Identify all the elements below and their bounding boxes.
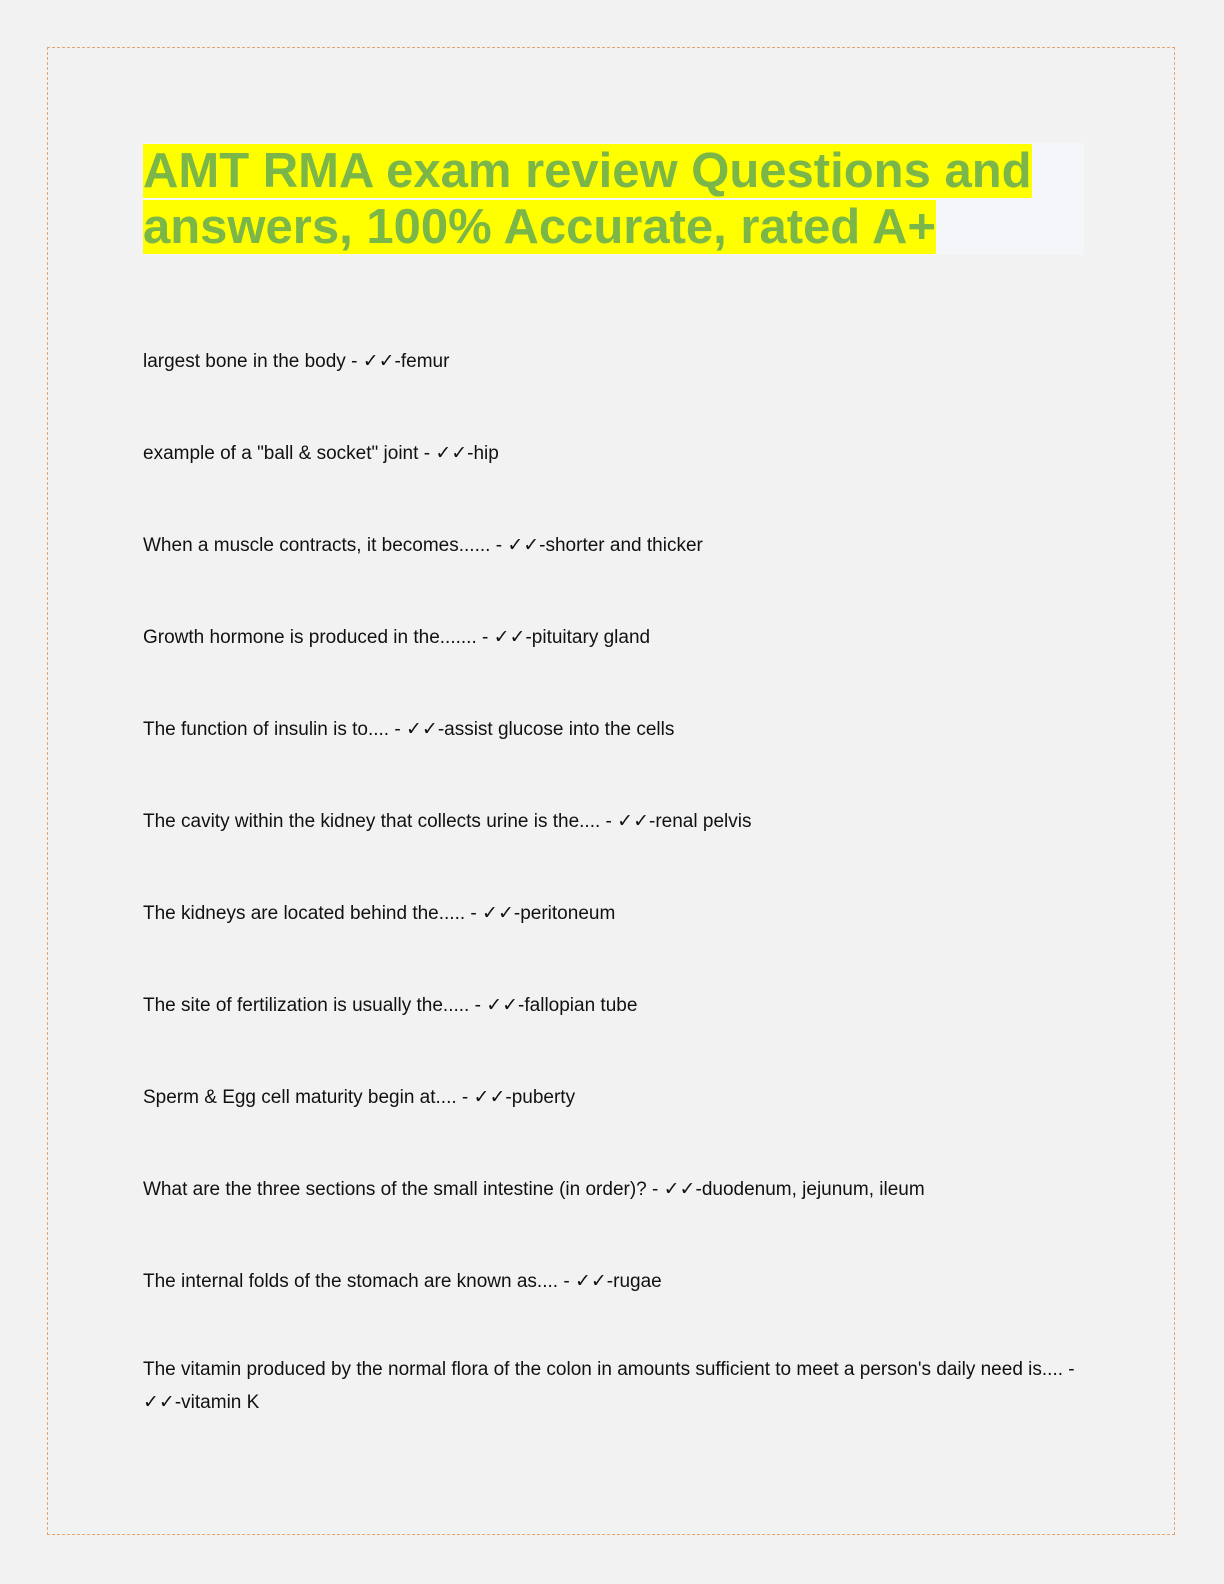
answer-text: peritoneum (520, 903, 616, 924)
question-text: largest bone in the body (143, 351, 346, 372)
separator: - (469, 995, 487, 1016)
double-check-icon: ✓✓ (405, 718, 438, 740)
answer-prefix: - (505, 1087, 512, 1108)
answer-text: vitamin K (181, 1392, 260, 1413)
page-title (143, 143, 1084, 255)
question-text: The site of fertilization is usually the..... (143, 995, 470, 1016)
answer-text: renal pelvis (655, 811, 752, 832)
page-border (47, 47, 1175, 1535)
question-text: Sperm & Egg cell maturity begin at.... (143, 1087, 457, 1108)
separator: - (345, 351, 363, 372)
page-title-text: AMT RMA exam review Questions and answers, 100% Accurate, rated A+ (143, 144, 1032, 254)
qa-item (143, 437, 1083, 470)
separator: - (1063, 1359, 1075, 1380)
double-check-icon: ✓✓ (143, 1391, 175, 1413)
question-text: The function of insulin is to.... (143, 719, 390, 740)
answer-text: hip (473, 443, 499, 464)
separator: - (389, 719, 406, 740)
double-check-icon: ✓✓ (574, 1270, 607, 1292)
double-check-icon: ✓✓ (493, 626, 526, 648)
question-text: When a muscle contracts, it becomes...... (143, 535, 491, 556)
answer-prefix: - (606, 1271, 614, 1292)
double-check-icon: ✓✓ (482, 902, 514, 924)
answer-prefix: - (174, 1392, 182, 1413)
question-text: The internal folds of the stomach are known as.... (143, 1271, 559, 1292)
answer-prefix: - (467, 443, 474, 464)
qa-item (143, 897, 1083, 930)
answer-prefix: - (695, 1179, 702, 1200)
separator: - (600, 811, 618, 832)
answer-text: pituitary gland (531, 627, 651, 648)
answer-text: assist glucose into the cells (444, 719, 675, 740)
qa-item (143, 1081, 1083, 1114)
answer-prefix: - (539, 535, 546, 556)
answer-text: puberty (511, 1087, 576, 1108)
double-check-icon: ✓✓ (486, 994, 519, 1016)
qa-item (143, 805, 1083, 838)
qa-item (143, 1354, 1083, 1419)
answer-text: rugae (613, 1271, 662, 1292)
answer-prefix: - (437, 719, 445, 740)
question-text: The kidneys are located behind the..... (143, 903, 466, 924)
separator: - (476, 627, 494, 648)
qa-item (143, 529, 1083, 562)
answer-text: shorter and thicker (545, 535, 703, 556)
qa-item (143, 1173, 1083, 1206)
double-check-icon: ✓✓ (473, 1086, 506, 1108)
qa-item (143, 621, 1083, 654)
answer-text: duodenum, jejunum, ileum (701, 1179, 925, 1200)
separator: - (465, 903, 483, 924)
separator: - (418, 443, 436, 464)
question-text: example of a "ball & socket" joint (143, 443, 419, 464)
answer-prefix: - (513, 903, 521, 924)
double-check-icon: ✓✓ (507, 534, 540, 556)
qa-item (143, 713, 1083, 746)
separator: - (646, 1179, 664, 1200)
separator: - (558, 1271, 575, 1292)
answer-prefix: - (525, 627, 532, 648)
separator: - (490, 535, 508, 556)
separator: - (456, 1087, 474, 1108)
question-text: What are the three sections of the small intestine (in order)? (143, 1179, 647, 1200)
answer-prefix: - (649, 811, 656, 832)
answer-text: femur (400, 351, 450, 372)
question-text: Growth hormone is produced in the....... (143, 627, 477, 648)
qa-item (143, 345, 1083, 378)
double-check-icon: ✓✓ (362, 350, 395, 372)
question-text: The cavity within the kidney that collects urine is the.... (143, 811, 601, 832)
question-text: The vitamin produced by the normal flora of the colon in amounts sufficient to meet a person's daily need is.... (143, 1359, 1063, 1380)
answer-prefix: - (518, 995, 525, 1016)
answer-text: fallopian tube (524, 995, 638, 1016)
qa-item (143, 989, 1083, 1022)
double-check-icon: ✓✓ (663, 1178, 696, 1200)
double-check-icon: ✓✓ (617, 810, 650, 832)
double-check-icon: ✓✓ (435, 442, 468, 464)
qa-item (143, 1265, 1083, 1298)
answer-prefix: - (394, 351, 401, 372)
title-block (143, 143, 1084, 255)
